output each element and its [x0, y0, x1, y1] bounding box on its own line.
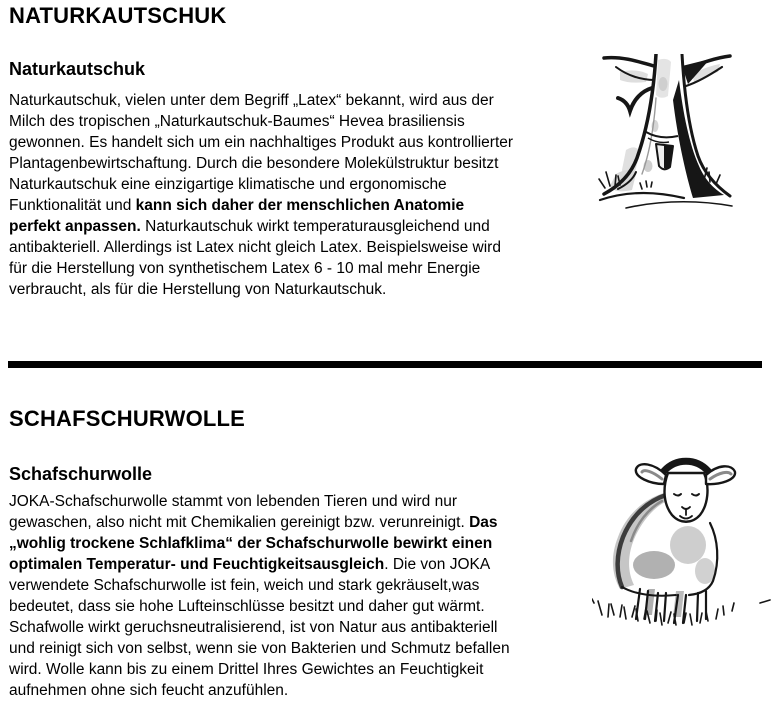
section-divider	[8, 361, 762, 368]
body-text: Naturkautschuk, vielen unter dem Begriff „Latex“ bekannt, wird aus der Milch des tropischen „Naturkautschuk-Baumes“ Hevea brasiliensis gewonnen. Es handelt sich um ein nachhaltiges Produkt aus kontrollierter Plantagenbewirtschaftung. Durch die besondere Molekülstruktur besitzt Naturkautschuk eine einzigartige klimatische und ergonomische Funktionalität und	[9, 92, 514, 214]
sheep-illustration	[592, 453, 776, 635]
emphasis-text: Das „wohlig trockene Schlafklima“ der Schafschurwolle bewirkt einen optimalen Temperatur- und Feuchtigkeitsausgleich	[9, 514, 498, 573]
body-text: . Die von JOKA verwendete Schafschurwolle ist fein, weich und stark gekräuselt,was bedeutet, dass sie hohe Lufteinschlüsse besitzt und daher gut wärmt. Schafwolle wirkt geruchsneutralisierend, ist von Natur aus antibakteriell und reinigt sich von selbst, wenn sie von Bakterien und Schmutz befallen wird. Wolle kann bis zu einem Drittel Ihres Gewichtes an Feuchtigkeit aufnehmen ohne sich feucht anzufühlen.	[9, 556, 510, 699]
rubber-tree-sketch-svg	[596, 54, 736, 214]
body-text: Naturkautschuk wirkt temperaturausgleichend und antibakteriell. Allerdings ist Latex nicht gleich Latex. Beispielsweise wird für die Herstellung von synthetischem Latex 6 - 10 mal mehr Energie verbraucht, als für die Herstellung von Naturkautschuk.	[9, 218, 501, 298]
sheep-sketch-svg	[592, 453, 776, 635]
paragraph-naturkautschuk	[9, 90, 514, 300]
section-title-schafschurwolle: SCHAFSCHURWOLLE	[9, 406, 246, 431]
section-subtitle-naturkautschuk: Naturkautschuk	[9, 59, 146, 79]
paragraph-schafschurwolle	[9, 491, 514, 701]
rubber-tree-illustration	[596, 54, 736, 214]
body-text: JOKA-Schafschurwolle stammt von lebenden Tieren und wird nur gewaschen, also nicht mit Chemikalien gereinigt bzw. verunreinigt.	[9, 493, 470, 531]
section-subtitle-schafschurwolle: Schafschurwolle	[9, 464, 153, 484]
section-title-naturkautschuk: NATURKAUTSCHUK	[9, 3, 227, 28]
emphasis-text: kann sich daher der menschlichen Anatomie perfekt anpassen.	[9, 197, 465, 235]
